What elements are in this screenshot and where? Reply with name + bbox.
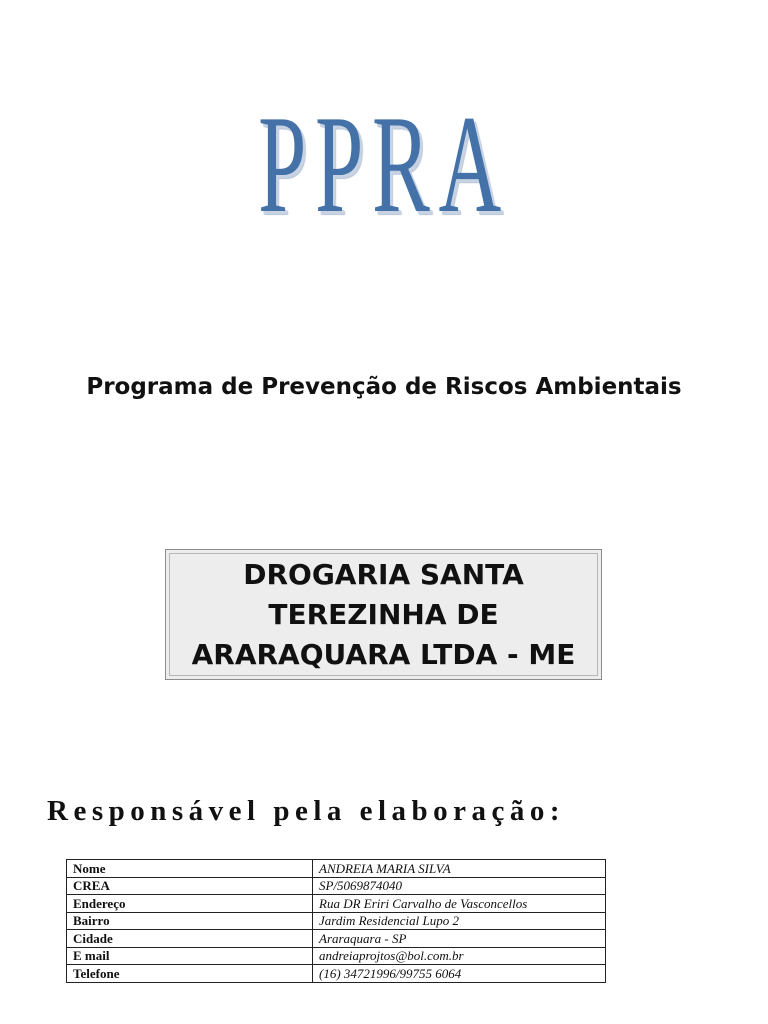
row-label: Telefone xyxy=(67,965,313,983)
email-value[interactable]: andreiaprojtos@bol.com.br xyxy=(313,947,606,965)
table-row xyxy=(67,930,606,948)
responsible-info-table xyxy=(66,859,606,983)
row-label: Cidade xyxy=(67,930,313,948)
table-row xyxy=(67,877,606,895)
company-name-box xyxy=(165,549,602,680)
row-label: E mail xyxy=(67,947,313,965)
row-value: Rua DR Eriri Carvalho de Vasconcellos xyxy=(313,895,606,913)
table-row xyxy=(67,965,606,983)
company-name-line-3: ARARAQUARA LTDA - ME xyxy=(191,637,576,671)
table-row xyxy=(67,912,606,930)
ppra-logo-title: PPRA xyxy=(258,87,510,242)
row-value: ANDREIA MARIA SILVA xyxy=(313,860,606,878)
row-label: Nome xyxy=(67,860,313,878)
company-name xyxy=(169,553,598,676)
company-name-line-1: DROGARIA SANTA xyxy=(243,557,524,591)
row-label: Bairro xyxy=(67,912,313,930)
program-subtitle: Programa de Prevenção de Riscos Ambientais xyxy=(86,374,682,400)
row-value: (16) 34721996/99755 6064 xyxy=(313,965,606,983)
company-name-line-2: TEREZINHA DE xyxy=(268,597,499,631)
responsible-heading: Responsável pela elaboração: xyxy=(47,795,566,827)
row-label: CREA xyxy=(67,877,313,895)
row-value: Araraquara - SP xyxy=(313,930,606,948)
table-row xyxy=(67,895,606,913)
row-label: Endereço xyxy=(67,895,313,913)
table-row xyxy=(67,947,606,965)
row-value: Jardim Residencial Lupo 2 xyxy=(313,912,606,930)
row-value: SP/5069874040 xyxy=(313,877,606,895)
table-row xyxy=(67,860,606,878)
